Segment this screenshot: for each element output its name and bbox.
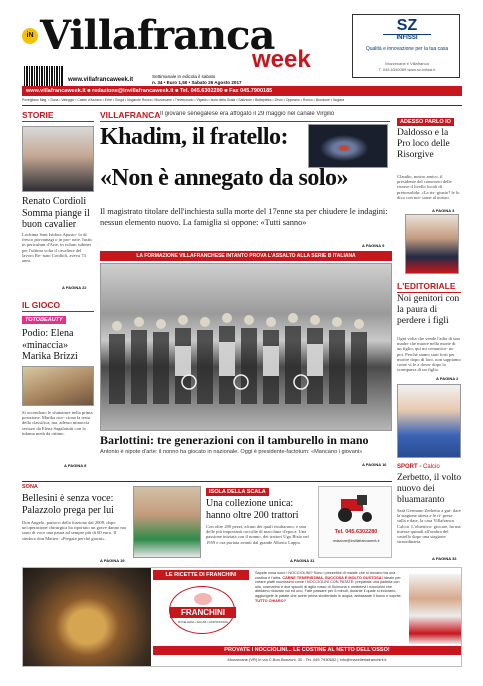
franchini-copy-4: Fate passare per 5 minuti, durante il quale si indorano, aggiungete le patate che avete prima sbollentato in acqua, abbassate il fuoco e coprite. <box>255 589 402 598</box>
masthead-subtitle: week <box>252 46 311 73</box>
section-sona: SONA <box>22 484 38 490</box>
lead-page-ref: A PAGINA 9 <box>362 243 385 248</box>
tractor-icon <box>327 493 385 523</box>
gioco-rule <box>22 311 94 312</box>
franchini-brand-sub: MACELLERIA • SALUMI • GASTRONOMIA <box>177 621 229 624</box>
adesso-headline[interactable]: Daldosso e la Pro loco delle Risorgive <box>397 128 450 160</box>
franchini-copy-3: Ideale per creare piatti nuovissimi come i NOCCIOLINI CON PATATE: preparate una padella con olio, rosmarino e due spicchi di aglio rosso di Sulmona e mettetevi i nocciolini che abbiamo ricavato voi ed uno. <box>255 575 401 594</box>
contact-ad-phone: Tel. 045.6302280 <box>334 529 378 535</box>
sona-photo <box>133 486 201 558</box>
sz-tagline: Qualità e innovazione per la tua casa <box>365 46 449 52</box>
towns-strip: Povegliano Mag. • Sona • Valeggio • Castel d'Azzano • Erbè • Sorgà • Nogarole Rocca • Mozzecane • Trevenzuolo • Vigasio • Isola della Scala • Salizzole • Buttapietra • Zevio • Oppeano • Ronco • Bovolone • Nogara <box>22 98 345 102</box>
section-gioco: IL GIOCO <box>22 300 61 310</box>
section-sport <box>397 464 440 470</box>
sz-site: www.sz-infissi.it <box>407 67 436 72</box>
storie-headline[interactable]: Renato Cordioli Somma piange il buon cavalier <box>22 196 90 230</box>
gioco-page-ref: A PAGINA 8 <box>64 463 87 468</box>
website-label: www.villafrancaweek.it <box>68 77 134 83</box>
feature-page-ref: A PAGINA 16 <box>362 462 387 467</box>
section-villafranca: VILLAFRANCA <box>100 110 161 120</box>
contact-website[interactable]: www.villafrancaweek.it <box>26 88 86 94</box>
storie-body: Lochima Sant Isidora Aposto- lo di fresco porvamagi o in pro- nate. Iustic in periculum d'Arte, in volum subinet per l'ultima volta il cavaliere del lavoro Re- nato Cordioli, aveva 74 anni. <box>22 232 93 264</box>
franchini-copy-1: Sapete cosa sono i NOCCIOLINI? Sono i pezzettini di maiale che si trovano tra una costina e l'altra. <box>255 571 396 580</box>
section-editoriale: L'EDITORIALE <box>397 281 456 291</box>
storie-photo <box>22 126 94 192</box>
franchini-copy-5: TUTTO CHIARO? <box>255 598 286 603</box>
isola-body: Con oltre 200 pezzi, alcuni dei quali risultarono, e una delle più importanti raccolte di macchine d'epoca. Una passione iniziata con il nonno, dei trattori Ugo Bisio nel 1959 e ora portata avanti dal grande Alberto Lappo. <box>206 524 309 545</box>
contact-divider-icon: ■ <box>87 88 93 94</box>
bottom-row-rule <box>22 481 392 482</box>
editoriale-page-ref: A PAGINA 2 <box>436 376 459 381</box>
contact-ad-email[interactable]: redazione@invillafrancaweek.it <box>332 539 380 543</box>
sport-headline[interactable]: Zerbetto, il volto nuovo dei bluamaranto <box>397 473 462 505</box>
section-isola: ISOLA DELLA SCALA <box>206 488 269 496</box>
frequency-label: Settimanale in edicola il sabato <box>152 74 216 79</box>
contact-bar <box>22 86 462 96</box>
lead-standfirst: Il magistrato titolare dell'inchiesta sulla morte del 17enne sta per chiudere le indagini: nessun elemento nuovo. La famiglia si oppone: «Tutti sanno» <box>100 207 388 227</box>
sport-page-ref: A PAGINA 33 <box>432 556 457 561</box>
contact-divider-icon: ■ <box>224 88 230 94</box>
adesso-body: Claudio, nostro amico, il presidente del consorzio delle risorse il livello locali di pretorsolida: «La ris- giusto? le lo dico con noi- tarne al nostro. <box>397 174 460 200</box>
contact-phone: Tel. 045.6302280 <box>179 88 223 94</box>
editoriale-rule <box>397 292 461 293</box>
lead-headline-1[interactable]: Khadim, il fratello: <box>100 124 288 150</box>
adesso-page-ref: A PAGINA 3 <box>432 208 455 213</box>
franchini-ad[interactable] <box>22 567 462 667</box>
storie-rule <box>22 121 94 122</box>
section-adesso: ADESSO PARLO IO <box>397 118 454 126</box>
adesso-photo <box>405 214 459 274</box>
sport-section-label: SPORT <box>397 464 418 470</box>
contact-divider-icon: ■ <box>175 88 180 94</box>
issue-label: n. 34 • Euro 1,50 • Sabato 26 Agosto 2017 <box>152 80 242 85</box>
feature-headline[interactable]: Barlottini: tre generazioni con il tamburello in mano <box>100 433 369 447</box>
feature-banner: LA FORMAZIONE VILLAFRANCHESE INTANTO PROVA L'ASSALTO ALLA SERIE B ITALIANA <box>100 251 392 261</box>
storie-page-ref: A PAGINA 22 <box>62 285 87 290</box>
franchini-copy-2: CARNE TENERISSIMA, SUCCOSA E MOLTO GUSTOSA! <box>282 575 383 580</box>
sz-logo: SZ <box>396 17 418 34</box>
franchini-brand: FRANCHINI <box>170 607 236 618</box>
contact-fax: Fax 045.7900185 <box>229 88 273 94</box>
pig-icon <box>194 593 212 605</box>
gioco-headline[interactable]: Podio: Elena «minaccia» Marika Brizzi <box>22 328 78 362</box>
franchini-address[interactable]: Mozzecane (VR) in via C.Bon Bonzoni, 30 - Tel. 045 7930652 | info@macelleriafranchini.it <box>227 657 387 662</box>
franchini-logo <box>169 586 235 634</box>
franchini-banner: LE RICETTE DI FRANCHINI <box>153 570 249 580</box>
barcode-icon <box>24 66 64 86</box>
sport-dash: - <box>419 464 424 470</box>
sona-headline[interactable]: Bellesini è senza voce: Palazzolo prega per lui <box>22 493 114 516</box>
sz-logo-sub: INFISSI <box>383 34 431 41</box>
feature-photo <box>100 263 392 431</box>
contact-ad[interactable] <box>318 486 392 558</box>
section-storie: STORIE <box>22 110 54 120</box>
franchini-copy <box>255 571 405 643</box>
contact-email[interactable]: redazione@invillafrancaweek.it <box>92 88 174 94</box>
franchini-butcher-photo <box>409 574 461 644</box>
feature-standfirst: Antonio è nipote d'arte: il nonno ha giocato in nazionale. Oggi è presidente-factotum: «Mancano i giovani» <box>100 449 363 455</box>
lead-headline-2[interactable]: «Non è annegato da solo» <box>100 165 349 191</box>
sona-page-ref: A PAGINA 19 <box>100 558 125 563</box>
in-logo-badge: iN <box>22 28 38 44</box>
sz-infissi-ad[interactable] <box>352 14 460 78</box>
masthead-title: Villafranca <box>40 12 275 59</box>
isola-headline[interactable]: Una collezione unica: hanno oltre 200 trattori <box>206 498 299 521</box>
lead-photo <box>308 124 388 168</box>
masthead-rule <box>22 105 462 106</box>
sport-body: Sarà Germano Zerbetto a gui- dare la stagione attesa e le ri- presa sulla e date, la casa Villafranca Calcio. L'obiettivo: giocare, ha ma intesse quinali all'ombra del castello dopo una stagione straordinaria. <box>397 508 461 545</box>
sz-phone <box>359 67 455 72</box>
editoriale-body: Ogni volta che vende l'adio di una madre che muore nella morte di un figlio, qui mi comunico- no poi. Perché siamo stati forti per morire dopo di loro, non sappiamo come vi le a dover dopo la scomparsa di un figlio. <box>397 336 461 373</box>
lead-rule <box>100 121 390 122</box>
gioco-photo <box>22 366 94 406</box>
sport-category: Calcio <box>423 464 440 470</box>
sona-body: Don Angelo, parroco della frazione dal 2009, dopo un'operazione chirurgica ha riportato un grave danno ma sono di voce una paura ad sempre più di 60 euro. Il sindaco don Matteo: «Pregate perché giorni». <box>22 520 126 541</box>
editoriale-headline[interactable]: Noi genitori con la paura di perdere i figli <box>397 294 460 326</box>
team-photo-figures <box>101 264 391 430</box>
lead-kicker: Il giovane senegalese era affogato il 29 maggio nel canale Virgilio <box>160 111 335 117</box>
totobeauty-badge: TOTOBEAUTY <box>22 316 66 324</box>
isola-page-ref: A PAGINA 31 <box>290 558 315 563</box>
sport-photo <box>397 384 461 458</box>
gioco-body: Si accendono le sfumature nella prima posizione. Marika rice- ciona la testa della classifica, ma, adesso minaccia seriozo da Elena Sagalotutti con la tiduma metà da ottimo. <box>22 410 93 436</box>
franchini-food-photo <box>23 568 151 666</box>
franchini-slogan: PROVATE I NOCCIOLINI... LE COSTINE AL NETTO DELL'OSSO! <box>153 646 461 655</box>
sz-phone-number: T. 045.6340089 <box>378 67 407 72</box>
sz-address: Mozzecane e Villafranca <box>385 61 429 66</box>
